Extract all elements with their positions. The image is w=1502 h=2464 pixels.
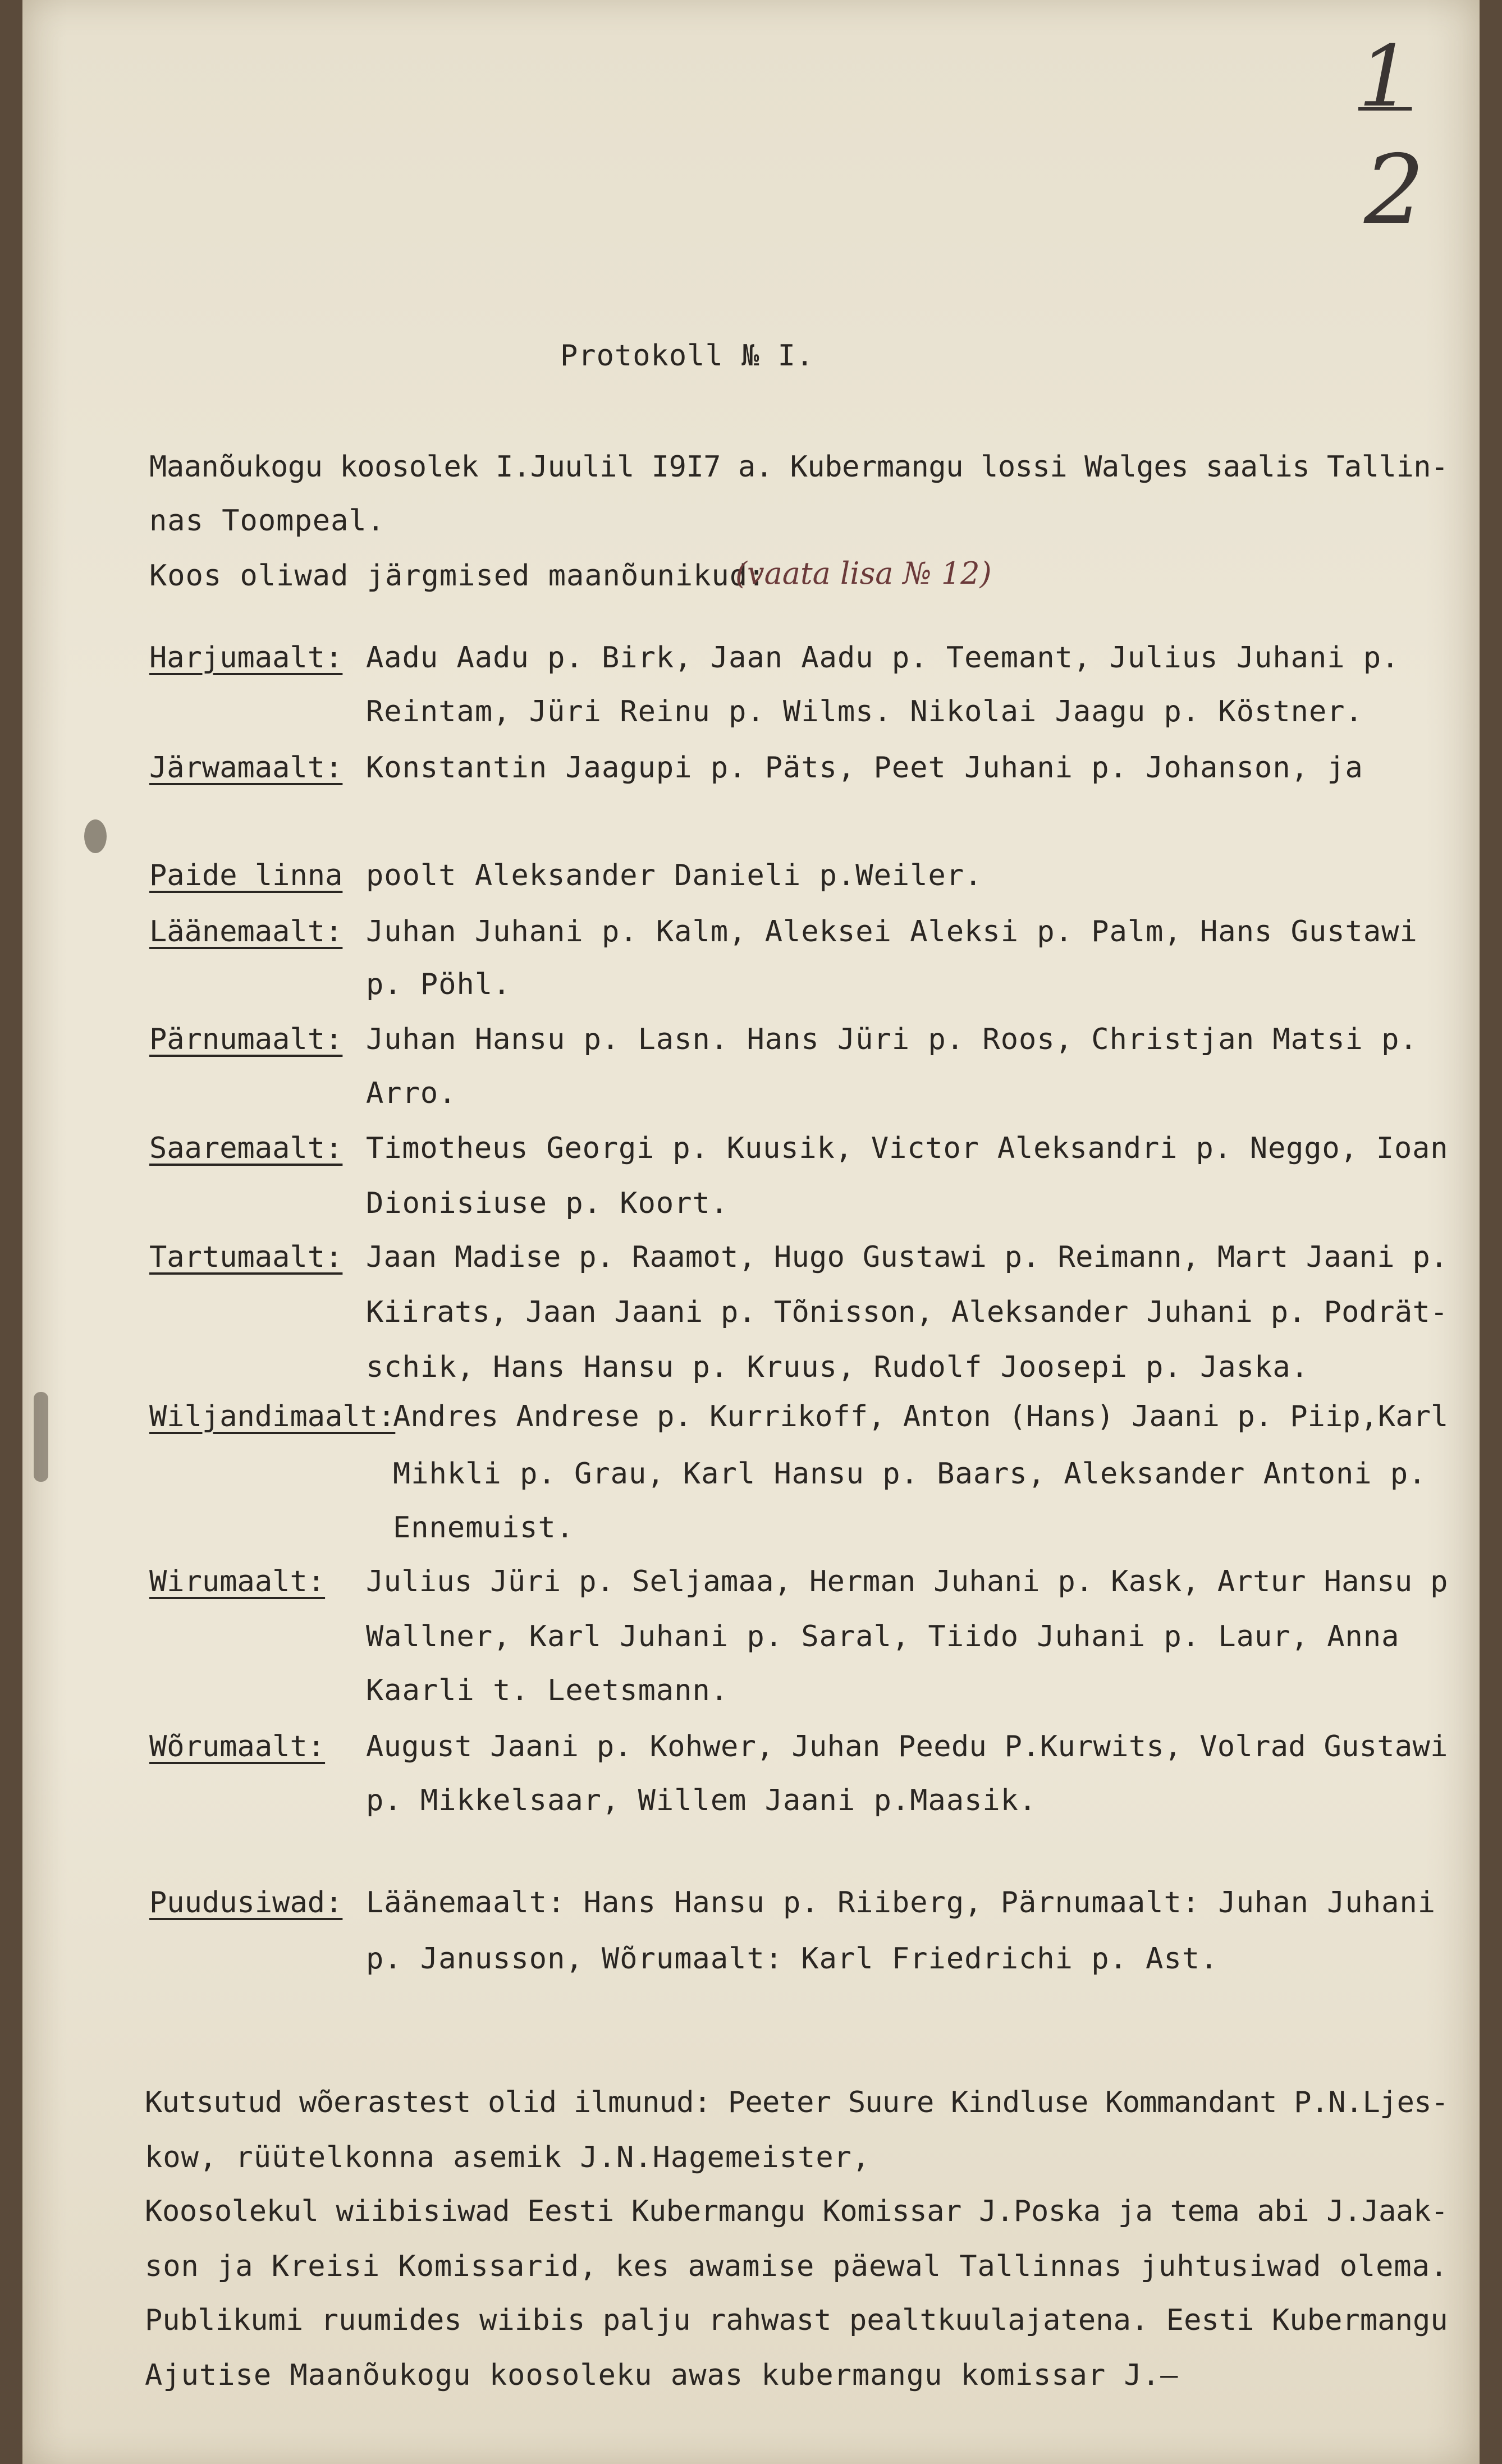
- member-line: Ennemuist.: [393, 1511, 575, 1545]
- county-label: Wiljandimaalt:: [149, 1400, 396, 1433]
- ink-stain: [34, 1392, 48, 1482]
- member-line: Julius Jüri p. Seljamaa, Herman Juhani p. Kask, Artur Hansu p: [366, 1565, 1448, 1599]
- member-line: Kiirats, Jaan Jaani p. Tõnisson, Aleksander Juhani p. Podrät-: [366, 1295, 1448, 1329]
- member-line: poolt Aleksander Danieli p.Weiler.: [366, 859, 983, 892]
- county-label: Wõrumaalt:: [149, 1730, 326, 1764]
- member-line: Aadu Aadu p. Birk, Jaan Aadu p. Teemant, Julius Juhani p.: [366, 641, 1400, 675]
- absent-line: p. Janusson, Wõrumaalt: Karl Friedrichi p. Ast.: [366, 1942, 1219, 1976]
- absent-label: Puudusiwad:: [149, 1886, 343, 1920]
- member-line: Wallner, Karl Juhani p. Saral, Tiido Juhani p. Laur, Anna: [366, 1620, 1400, 1654]
- member-line: Konstantin Jaagupi p. Päts, Peet Juhani p. Johanson, ja: [366, 751, 1363, 785]
- member-line: Kaarli t. Leetsmann.: [366, 1674, 729, 1707]
- closing-line: kow, rüütelkonna asemik J.N.Hagemeister,: [145, 2141, 871, 2174]
- closing-line: Ajutise Maanõukogu koosoleku awas kubermangu komissar J.—: [145, 2358, 1179, 2392]
- county-label: Pärnumaalt:: [149, 1023, 343, 1056]
- intro-line: Maanõukogu koosolek I.Juulil I9I7 a. Kubermangu lossi Walges saalis Tallin-: [149, 450, 1448, 484]
- member-line: Dionisiuse p. Koort.: [366, 1187, 729, 1220]
- closing-line: Kutsutud wõerastest olid ilmunud: Peeter Suure Kindluse Kommandant P.N.Ljes-: [145, 2086, 1449, 2119]
- county-label: Saaremaalt:: [149, 1132, 343, 1165]
- closing-line: Koosolekul wiibisiwad Eesti Kubermangu Komissar J.Poska ja tema abi J.Jaak-: [145, 2195, 1448, 2228]
- handwritten-note: (vaata lisa № 12): [735, 556, 992, 591]
- intro-line: Koos oliwad järgmised maanõunikud:: [149, 559, 766, 593]
- member-line: Juhan Juhani p. Kalm, Aleksei Aleksi p. Palm, Hans Gustawi: [366, 915, 1418, 949]
- closing-line: son ja Kreisi Komissarid, kes awamise päewal Tallinnas juhtusiwad olema.: [145, 2250, 1449, 2283]
- intro-line: nas Toompeal.: [149, 504, 385, 538]
- member-line: Jaan Madise p. Raamot, Hugo Gustawi p. Reimann, Mart Jaani p.: [366, 1240, 1448, 1274]
- document-title: Protokoll № I.: [560, 339, 814, 373]
- page-number-top: 1: [1358, 28, 1412, 126]
- county-label: Harjumaalt:: [149, 641, 343, 675]
- county-label: Järwamaalt:: [149, 751, 343, 785]
- member-line: Timotheus Georgi p. Kuusik, Victor Aleksandri p. Neggo, Ioan: [366, 1132, 1449, 1165]
- absent-line: Läänemaalt: Hans Hansu p. Riiberg, Pärnumaalt: Juhan Juhani: [366, 1886, 1436, 1920]
- member-line: Mihkli p. Grau, Karl Hansu p. Baars, Aleksander Antoni p.: [393, 1457, 1427, 1491]
- member-line: p. Pöhl.: [366, 968, 511, 1001]
- member-line: Arro.: [366, 1077, 457, 1110]
- ink-stain: [84, 819, 107, 853]
- member-line: Reintam, Jüri Reinu p. Wilms. Nikolai Jaagu p. Köstner.: [366, 695, 1363, 729]
- county-label: Paide linna: [149, 859, 343, 892]
- county-label: Läänemaalt:: [149, 915, 343, 949]
- member-line: Juhan Hansu p. Lasn. Hans Jüri p. Roos, Christjan Matsi p.: [366, 1023, 1418, 1056]
- member-line: August Jaani p. Kohwer, Juhan Peedu P.Kurwits, Volrad Gustawi: [366, 1730, 1448, 1764]
- member-line: p. Mikkelsaar, Willem Jaani p.Maasik.: [366, 1784, 1037, 1817]
- closing-line: Publikumi ruumides wiibis palju rahwast pealtkuulajatena. Eesti Kubermangu: [145, 2303, 1448, 2337]
- document-page: [22, 0, 1480, 2464]
- page-number-second: 2: [1364, 135, 1425, 246]
- member-line: Andres Andrese p. Kurrikoff, Anton (Hans) Jaani p. Piip,Karl: [393, 1400, 1449, 1433]
- county-label: Wirumaalt:: [149, 1565, 326, 1599]
- county-label: Tartumaalt:: [149, 1240, 343, 1274]
- member-line: schik, Hans Hansu p. Kruus, Rudolf Joosepi p. Jaska.: [366, 1350, 1309, 1384]
